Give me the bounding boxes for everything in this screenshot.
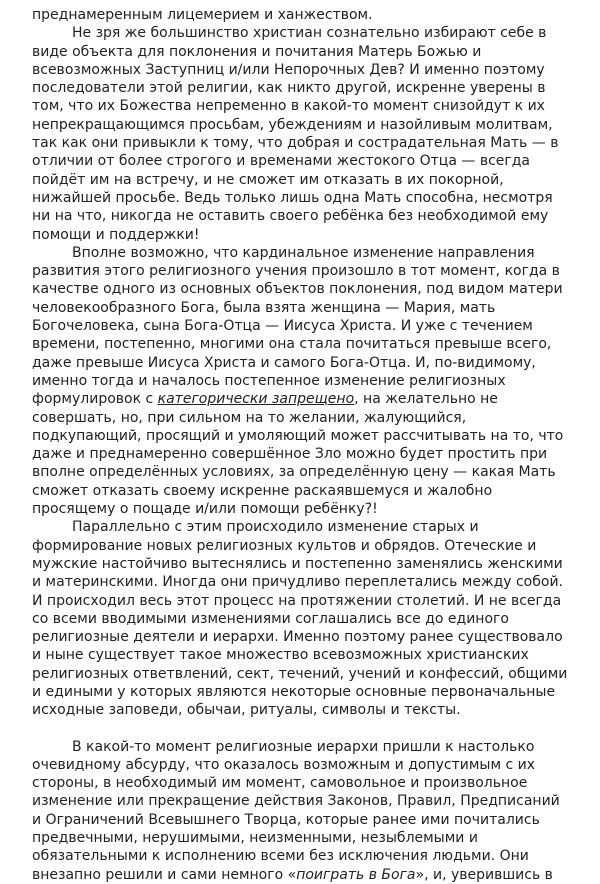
paragraph-text-start: Вполне возможно, что кардинальное изменение направления развития этого религиозного учения произошло в тот момент, когда в качестве одного из основных объектов поклонения, под видом матери человекообразного Бога, была взята женщина — Мария, мать Богочеловека, сына Бога-Отца — Иисуса Христа. И уже с течением времени, постепенно, многими она стала почитаться превыше всего, даже превыше Иисуса Христа и самого Бога-Отца. И, по-видимому, именно тогда и началось постепенное изменение религиозных формулировок с (32, 244, 563, 408)
paragraph-mother-of-god (32, 24, 572, 244)
paragraph-text: Не зря же большинство христиан сознательно избирают себе в виде объекта для поклонения и почитания Матерь Божью и всевозможных Заступниц и/или Непорочных Дев? И именно поэтому последователи этой религии, как никто другой, искренне уверены в том, что их Божества непременно в какой-то момент снизойдут к их непрекращающимся просьбам, убеждениям и назойливым молитвам, так как они привыкли к тому, что добрая и сострадательная Мать — в отличии от более строгого и временами жестокого Отца — всегда пойдёт им на встречу, и не сможет им отказать в их покорной, нижайшей просьбе. Ведь только лишь одна Мать способна, несмотря ни на что, никогда не оставить своего ребёнка без необходимой ему помощи и поддержки! (32, 25, 559, 243)
paragraph-text-start: В какой-то момент религиозные иерархи пришли к настолько очевидному абсурду, что оказалось возможным и допустимым с их стороны, в необходимый им момент, самовольное и произвольное изменение или прекращение действия Законов, Правил, Предписаний и Ограничений Всевышнего Творца, которые ранее ими почитались предвечными, нерушимыми, неизменными, незыблемыми и обязательными к исполнению всеми без исключения людьми. Они внезапно решили и сами немного « (32, 738, 560, 883)
paragraph-mary-veneration (32, 244, 572, 518)
emphasis-text: поиграть в Бога (296, 866, 416, 883)
paragraph-hierarchs (32, 738, 572, 884)
paragraph-continuation (32, 6, 572, 24)
paragraph-text: Параллельно с этим происходило изменение старых и формирование новых религиозных культов и обрядов. Отеческие и мужские настойчиво вытеснялись и постепенно заменялись женскими и материнскими. Иногда они причудливо переплетались между собой. И происходил весь этот процесс на протяжении столетий. И не всегда со всеми вводимыми изменениями соглашались все до единого религиозные деятели и иерархи. Именно поэтому ранее существовало и ныне существует такое множество всевозможных христианских религиозных ответвлений, сект, течений, учений и конфессий, общими и едиными у которых являются некоторые основные первоначальные исходные заповеди, обычаи, ритуалы, символы и тексты. (32, 519, 568, 719)
document-body (32, 6, 572, 884)
paragraph-text: преднамеренным лицемерием и ханжеством. (32, 7, 373, 23)
emphasis-link-text[interactable]: категорически запрещено (157, 391, 355, 408)
paragraph-text-end: , на желательно не совершать, но, при сильном на то желании, жалующийся, подкупающий, просящий и умоляющий может рассчитывать на то, что даже и преднамеренно совершённое Зло можно будет простить при вполне определённых условиях, за определённую цену — какая Мать сможет отказать своему искренне раскаявшемуся и жалобно просящему о пощаде и/или помощи ребёнку?! (32, 391, 564, 518)
paragraph-cults-rituals (32, 518, 572, 719)
paragraph-text-end: », и, уверившись в (415, 866, 553, 883)
